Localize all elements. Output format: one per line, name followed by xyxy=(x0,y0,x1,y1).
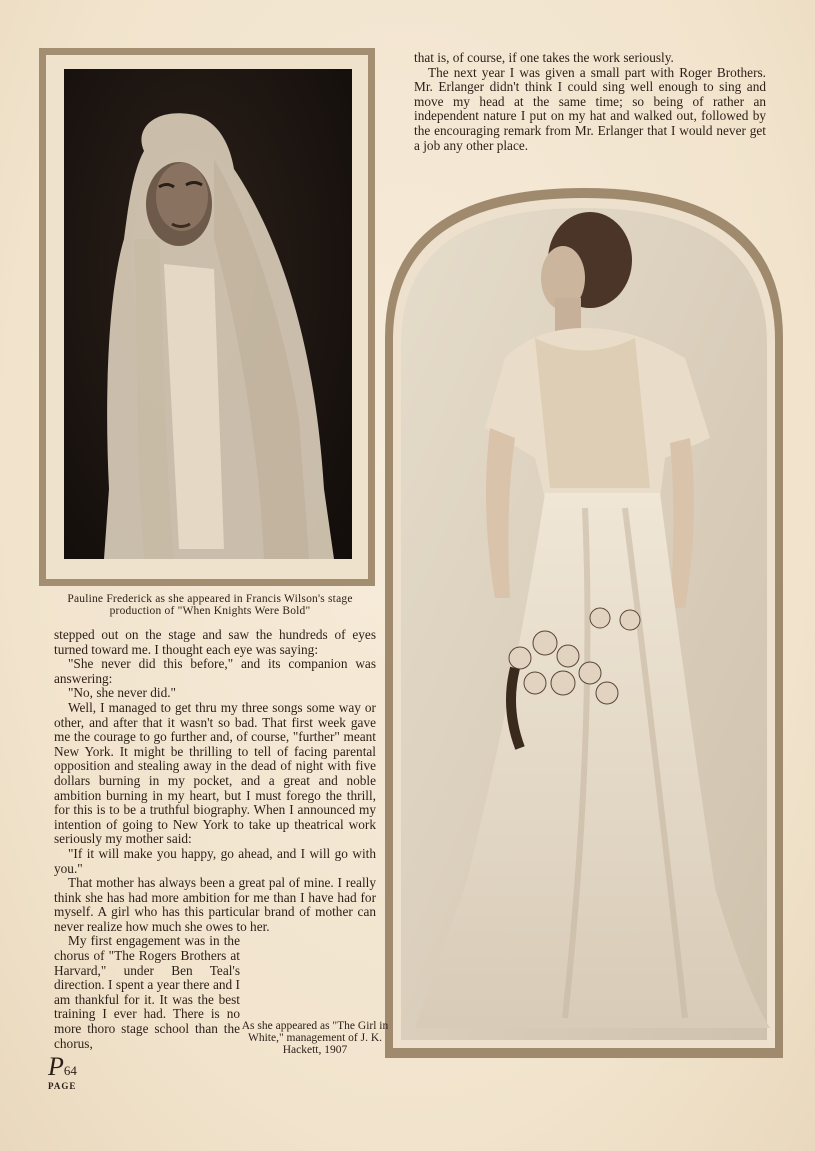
paragraph: The next year I was given a small part with Roger Brothers. Mr. Erlanger didn't think I could sing well enough to sing and move my head at the same time; so being of rather an independent nature I put on my hat and walked out, followed by the encouraging remark from Mr. Erlanger that I would never get a job any other place. xyxy=(414,64,766,153)
top-right-text-column xyxy=(414,51,766,153)
photo-mat xyxy=(46,55,368,579)
paragraph: Well, I managed to get thru my three songs some way or other, and after that it wasn't so bad. That first week gave me the courage to go further and, of course, "further" meant New York. It might be thrilling to tell of facing parental opposition and stealing away in the dead of night with five dollars burning in my pocket, and a great and noble ambition burning in my heart, but I must forego the thrill, for this is to be a truthful biography. When I announced my intention of going to New York to take up theatrical work seriously my mother said: xyxy=(54,699,376,847)
page-number-value: 64 xyxy=(63,1063,77,1078)
paragraph: that is, of course, if one takes the work seriously. xyxy=(414,50,674,65)
photo-caption: Pauline Frederick as she appeared in Francis Wilson's stage production of "When Knights Were Bold" xyxy=(67,593,353,617)
photo-caption-girl-in-white: As she appeared as "The Girl in White," management of J. K. Hackett, 1907 xyxy=(241,1020,389,1056)
page-number xyxy=(48,1052,77,1093)
paragraph: stepped out on the stage and saw the hundreds of eyes turned toward me. I thought each eye was saying: xyxy=(54,627,376,657)
paragraph: "No, she never did." xyxy=(68,685,176,701)
portrait-photo-nun-costume xyxy=(64,69,352,559)
full-length-photo-frame xyxy=(385,188,783,1058)
paragraph: My first engagement was in the chorus of "The Rogers Brothers at Harvard," under Ben Teal's direction. I spent a year there and I am thankful for it. It was the best training I ever had. There is no more thoro stage school than the chorus, xyxy=(54,933,240,1051)
page-p-glyph: P xyxy=(48,1052,64,1081)
full-length-photo-girl-in-white xyxy=(385,188,783,1058)
portrait-photo-frame xyxy=(39,48,375,586)
left-text-column xyxy=(54,628,376,1051)
paragraph: "She never did this before," and its companion was answering: xyxy=(54,656,376,686)
paragraph: That mother has always been a great pal of mine. I really think she has had more ambition for me than I have had for myself. A girl who has this particular brand of mother can never realize how much she owes to her. xyxy=(54,875,376,934)
paragraph: "If it will make you happy, go ahead, and I will go with you." xyxy=(54,845,376,876)
page-label: PAGE xyxy=(48,1081,77,1091)
portrait-illustration xyxy=(64,69,350,559)
